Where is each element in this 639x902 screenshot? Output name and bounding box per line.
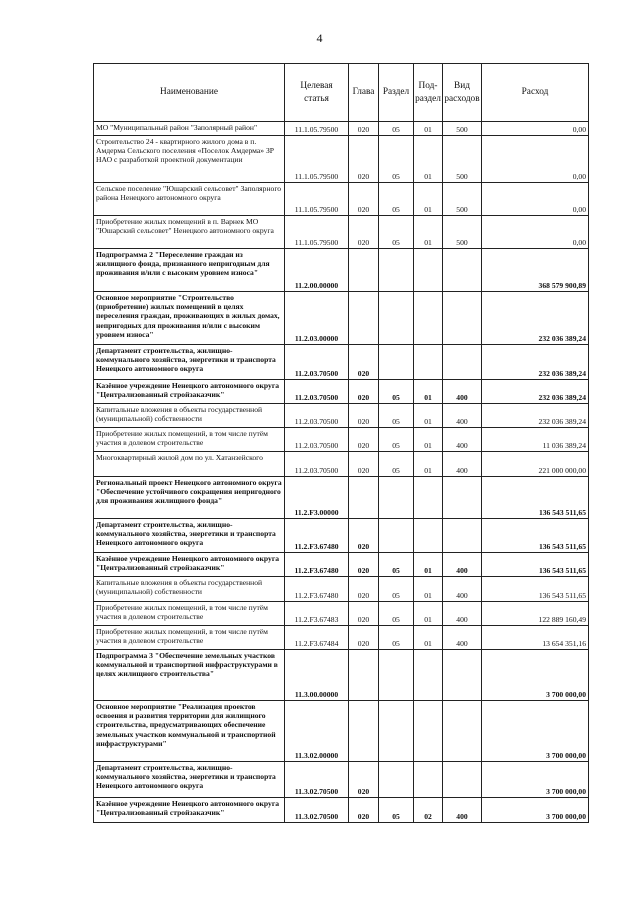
row-chapter: 020 bbox=[349, 122, 379, 136]
row-subsection bbox=[414, 701, 443, 762]
table-row bbox=[94, 798, 589, 823]
row-chapter bbox=[349, 292, 379, 345]
row-name: Региональный проект Ненецкого автономного округа "Обеспечение устойчивого сокращения непригодного для проживания жилищного фонда" bbox=[94, 477, 285, 519]
row-target: 11.2.F3.67484 bbox=[285, 626, 349, 650]
row-amount: 136 543 511,65 bbox=[482, 553, 589, 577]
table-row bbox=[94, 477, 589, 519]
row-chapter: 020 bbox=[349, 553, 379, 577]
row-target: 11.1.05.79500 bbox=[285, 136, 349, 183]
row-name: Капитальные вложения в объекты государственной (муниципальной) собственности bbox=[94, 577, 285, 602]
row-target: 11.2.03.70500 bbox=[285, 428, 349, 452]
header-expense-type: Вид расходов bbox=[443, 64, 482, 122]
row-expense-type bbox=[443, 249, 482, 292]
row-chapter: 020 bbox=[349, 577, 379, 602]
row-target: 11.3.02.70500 bbox=[285, 798, 349, 823]
row-section: 05 bbox=[379, 798, 414, 823]
row-amount: 368 579 900,89 bbox=[482, 249, 589, 292]
row-expense-type: 400 bbox=[443, 452, 482, 477]
row-chapter: 020 bbox=[349, 452, 379, 477]
row-target: 11.2.03.70500 bbox=[285, 404, 349, 428]
row-amount: 0,00 bbox=[482, 183, 589, 216]
row-expense-type: 500 bbox=[443, 183, 482, 216]
table-row bbox=[94, 380, 589, 404]
row-name: Приобретение жилых помещений, в том числе путём участия в долевом строительстве bbox=[94, 602, 285, 626]
row-expense-type: 400 bbox=[443, 553, 482, 577]
row-amount: 232 036 389,24 bbox=[482, 345, 589, 380]
row-name: Департамент строительства, жилищно-коммунального хозяйства, энергетики и транспорта Ненецкого автономного округа bbox=[94, 762, 285, 798]
row-subsection: 01 bbox=[414, 122, 443, 136]
row-section: 05 bbox=[379, 577, 414, 602]
row-name: Приобретение жилых помещений в п. Варнек МО "Юшарский сельсовет" Ненецкого автономного округа bbox=[94, 216, 285, 249]
table-row bbox=[94, 345, 589, 380]
row-chapter bbox=[349, 249, 379, 292]
row-subsection: 01 bbox=[414, 428, 443, 452]
row-chapter: 020 bbox=[349, 602, 379, 626]
row-amount: 0,00 bbox=[482, 122, 589, 136]
row-expense-type bbox=[443, 519, 482, 553]
row-amount: 232 036 389,24 bbox=[482, 292, 589, 345]
row-amount: 0,00 bbox=[482, 216, 589, 249]
row-chapter bbox=[349, 701, 379, 762]
row-subsection bbox=[414, 249, 443, 292]
table-row bbox=[94, 122, 589, 136]
table-row bbox=[94, 428, 589, 452]
row-expense-type: 500 bbox=[443, 122, 482, 136]
row-name: Казённое учреждение Ненецкого автономного округа "Централизованный стройзаказчик" bbox=[94, 380, 285, 404]
row-section: 05 bbox=[379, 380, 414, 404]
row-target: 11.2.F3.67480 bbox=[285, 519, 349, 553]
row-amount: 0,00 bbox=[482, 136, 589, 183]
row-subsection bbox=[414, 650, 443, 701]
table-row bbox=[94, 183, 589, 216]
row-section: 05 bbox=[379, 216, 414, 249]
row-chapter: 020 bbox=[349, 428, 379, 452]
table-row bbox=[94, 577, 589, 602]
row-section: 05 bbox=[379, 136, 414, 183]
page-number: 4 bbox=[316, 31, 323, 45]
header-section: Раздел bbox=[379, 64, 414, 122]
row-target: 11.2.03.70500 bbox=[285, 452, 349, 477]
row-amount: 232 036 389,24 bbox=[482, 380, 589, 404]
row-chapter bbox=[349, 650, 379, 701]
table-row bbox=[94, 519, 589, 553]
row-section bbox=[379, 701, 414, 762]
row-subsection: 01 bbox=[414, 136, 443, 183]
header-target-article: Целевая статья bbox=[285, 64, 349, 122]
row-subsection bbox=[414, 762, 443, 798]
row-section bbox=[379, 519, 414, 553]
row-subsection bbox=[414, 345, 443, 380]
row-section: 05 bbox=[379, 404, 414, 428]
row-amount: 3 700 000,00 bbox=[482, 798, 589, 823]
row-name: Подпрограмма 3 "Обеспечение земельных участков коммунальной и транспортной инфраструктурами в целях жилищного строительства" bbox=[94, 650, 285, 701]
row-chapter: 020 bbox=[349, 136, 379, 183]
table-row bbox=[94, 553, 589, 577]
row-expense-type: 500 bbox=[443, 136, 482, 183]
table-row bbox=[94, 404, 589, 428]
row-expense-type bbox=[443, 477, 482, 519]
row-chapter: 020 bbox=[349, 519, 379, 553]
row-subsection: 01 bbox=[414, 577, 443, 602]
row-subsection: 01 bbox=[414, 452, 443, 477]
row-section bbox=[379, 345, 414, 380]
row-chapter: 020 bbox=[349, 626, 379, 650]
row-name: Основное мероприятие "Реализация проектов освоения и развития территории для жилищного строительства, предусматривающих обеспечение земельных участков коммунальной и транспортной инфраструктурами" bbox=[94, 701, 285, 762]
row-target: 11.2.F3.67483 bbox=[285, 602, 349, 626]
row-section: 05 bbox=[379, 452, 414, 477]
row-amount: 3 700 000,00 bbox=[482, 650, 589, 701]
row-subsection: 01 bbox=[414, 404, 443, 428]
row-target: 11.1.05.79500 bbox=[285, 183, 349, 216]
row-expense-type: 400 bbox=[443, 428, 482, 452]
row-section: 05 bbox=[379, 183, 414, 216]
row-target: 11.2.00.00000 bbox=[285, 249, 349, 292]
row-expense-type: 400 bbox=[443, 380, 482, 404]
row-subsection: 02 bbox=[414, 798, 443, 823]
row-expense-type bbox=[443, 650, 482, 701]
row-target: 11.3.00.00000 bbox=[285, 650, 349, 701]
row-name: Казённое учреждение Ненецкого автономного округа "Централизованный стройзаказчик" bbox=[94, 798, 285, 823]
row-subsection: 01 bbox=[414, 216, 443, 249]
row-subsection bbox=[414, 292, 443, 345]
row-amount: 221 000 000,00 bbox=[482, 452, 589, 477]
table-row bbox=[94, 216, 589, 249]
row-section: 05 bbox=[379, 553, 414, 577]
row-amount: 13 654 351,16 bbox=[482, 626, 589, 650]
row-target: 11.2.03.00000 bbox=[285, 292, 349, 345]
header-name: Наименование bbox=[94, 64, 285, 122]
row-expense-type: 400 bbox=[443, 798, 482, 823]
row-chapter: 020 bbox=[349, 345, 379, 380]
row-chapter: 020 bbox=[349, 216, 379, 249]
row-expense-type bbox=[443, 762, 482, 798]
row-chapter: 020 bbox=[349, 404, 379, 428]
row-amount: 136 543 511,65 bbox=[482, 477, 589, 519]
row-target: 11.1.05.79500 bbox=[285, 216, 349, 249]
table-row bbox=[94, 452, 589, 477]
row-section: 05 bbox=[379, 602, 414, 626]
row-target: 11.2.F3.00000 bbox=[285, 477, 349, 519]
table-row bbox=[94, 650, 589, 701]
row-chapter: 020 bbox=[349, 183, 379, 216]
row-name: Департамент строительства, жилищно-коммунального хозяйства, энергетики и транспорта Ненецкого автономного округа bbox=[94, 519, 285, 553]
row-expense-type: 500 bbox=[443, 216, 482, 249]
row-section bbox=[379, 292, 414, 345]
row-amount: 122 889 160,49 bbox=[482, 602, 589, 626]
row-name: Подпрограмма 2 "Переселение граждан из жилищного фонда, признанного непригодным для проживания и/или с высоким уровнем износа" bbox=[94, 249, 285, 292]
row-expense-type bbox=[443, 345, 482, 380]
row-name: МО "Муниципальный район "Заполярный район" bbox=[94, 122, 285, 136]
table-row bbox=[94, 292, 589, 345]
header-chapter: Глава bbox=[349, 64, 379, 122]
row-amount: 136 543 511,65 bbox=[482, 519, 589, 553]
row-target: 11.2.03.70500 bbox=[285, 380, 349, 404]
row-subsection bbox=[414, 519, 443, 553]
row-name: Сельское поселение "Юшарский сельсовет" Заполярного района Ненецкого автономного округа bbox=[94, 183, 285, 216]
row-chapter bbox=[349, 477, 379, 519]
row-amount: 11 036 389,24 bbox=[482, 428, 589, 452]
table-row bbox=[94, 136, 589, 183]
row-name: Департамент строительства, жилищно-коммунального хозяйства, энергетики и транспорта Ненецкого автономного округа bbox=[94, 345, 285, 380]
header-amount: Расход bbox=[482, 64, 589, 122]
row-expense-type: 400 bbox=[443, 404, 482, 428]
row-expense-type: 400 bbox=[443, 577, 482, 602]
row-subsection bbox=[414, 477, 443, 519]
row-name: Основное мероприятие "Строительство (приобретение) жилых помещений в целях переселения граждан, проживающих в жилых домах, непригодных для проживания и/или с высоким уровнем износа" bbox=[94, 292, 285, 345]
row-section: 05 bbox=[379, 428, 414, 452]
table-row bbox=[94, 626, 589, 650]
table-row bbox=[94, 249, 589, 292]
row-expense-type: 400 bbox=[443, 626, 482, 650]
table-row bbox=[94, 701, 589, 762]
row-name: Казённое учреждение Ненецкого автономного округа "Централизованный стройзаказчик" bbox=[94, 553, 285, 577]
row-name: Капитальные вложения в объекты государственной (муниципальной) собственности bbox=[94, 404, 285, 428]
table-row bbox=[94, 762, 589, 798]
budget-table bbox=[93, 63, 589, 823]
row-subsection: 01 bbox=[414, 183, 443, 216]
row-section bbox=[379, 477, 414, 519]
row-target: 11.2.F3.67480 bbox=[285, 577, 349, 602]
row-target: 11.2.03.70500 bbox=[285, 345, 349, 380]
row-amount: 3 700 000,00 bbox=[482, 701, 589, 762]
row-subsection: 01 bbox=[414, 626, 443, 650]
row-target: 11.1.05.79500 bbox=[285, 122, 349, 136]
row-subsection: 01 bbox=[414, 553, 443, 577]
row-amount: 3 700 000,00 bbox=[482, 762, 589, 798]
row-target: 11.3.02.00000 bbox=[285, 701, 349, 762]
row-target: 11.2.F3.67480 bbox=[285, 553, 349, 577]
row-expense-type bbox=[443, 701, 482, 762]
row-section bbox=[379, 762, 414, 798]
row-name: Приобретение жилых помещений, в том числе путём участия в долевом строительстве bbox=[94, 626, 285, 650]
row-amount: 232 036 389,24 bbox=[482, 404, 589, 428]
row-section bbox=[379, 650, 414, 701]
row-subsection: 01 bbox=[414, 602, 443, 626]
row-section: 05 bbox=[379, 626, 414, 650]
row-chapter: 020 bbox=[349, 798, 379, 823]
table-row bbox=[94, 602, 589, 626]
row-chapter: 020 bbox=[349, 762, 379, 798]
row-section: 05 bbox=[379, 122, 414, 136]
header-row bbox=[94, 64, 589, 122]
row-name: Строительство 24 - квартирного жилого дома в п. Амдерма Сельского поселения «Поселок Амдерма» ЗР НАО с разработкой проектной документации bbox=[94, 136, 285, 183]
row-subsection: 01 bbox=[414, 380, 443, 404]
row-expense-type bbox=[443, 292, 482, 345]
row-expense-type: 400 bbox=[443, 602, 482, 626]
row-name: Многоквартирный жилой дом по ул. Хатанзейского bbox=[94, 452, 285, 477]
row-chapter: 020 bbox=[349, 380, 379, 404]
row-target: 11.3.02.70500 bbox=[285, 762, 349, 798]
header-subsection: Под- раздел bbox=[414, 64, 443, 122]
row-amount: 136 543 511,65 bbox=[482, 577, 589, 602]
row-section bbox=[379, 249, 414, 292]
row-name: Приобретение жилых помещений, в том числе путём участия в долевом строительстве bbox=[94, 428, 285, 452]
